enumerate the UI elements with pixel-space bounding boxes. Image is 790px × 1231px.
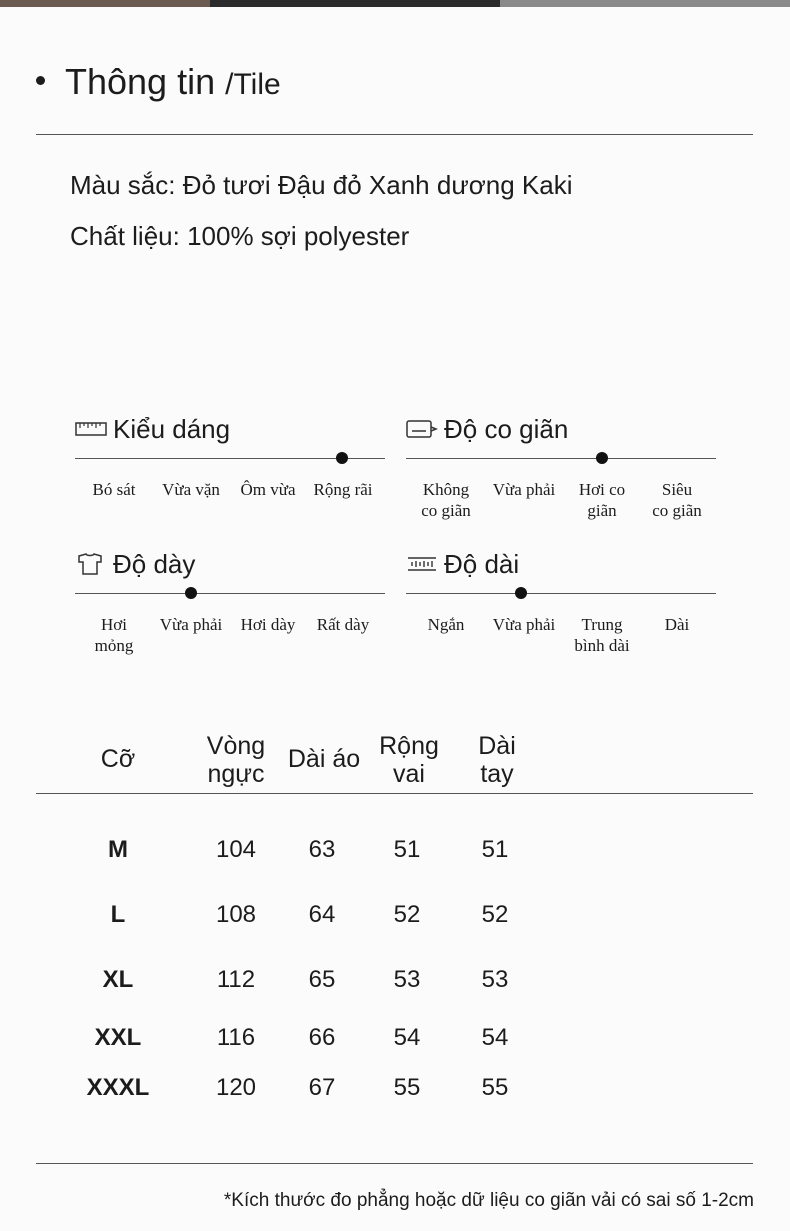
table-cell: 112 — [216, 966, 256, 993]
table-header-length: Dài áo — [287, 745, 361, 773]
footnote: *Kích thước đo phẳng hoặc dữ liệu co giãn vải có sai số 1-2cm — [223, 1190, 754, 1211]
table-cell-size: XXL — [94, 1024, 142, 1051]
table-cell: 53 — [481, 966, 509, 993]
meter-marker — [515, 587, 527, 599]
meter-marker — [336, 452, 348, 464]
table-cell: 54 — [481, 1024, 509, 1051]
meter-option: Rất dày — [316, 615, 370, 634]
table-cell: 64 — [308, 901, 336, 928]
meter-option: Ôm vừa — [240, 480, 296, 499]
table-header-size: Cỡ — [100, 745, 136, 773]
table-cell: 52 — [393, 901, 421, 928]
shirt-icon — [75, 553, 107, 575]
meter-option: Hơi mỏng — [94, 615, 134, 655]
stretch-icon — [406, 418, 438, 440]
meter-label: Độ dày — [113, 549, 196, 579]
table-cell: 52 — [481, 901, 509, 928]
table-cell: 63 — [308, 836, 336, 863]
table-cell-size: M — [108, 836, 128, 863]
table-cell: 55 — [481, 1074, 509, 1101]
section-title: Thông tin — [65, 61, 216, 102]
table-cell: 54 — [393, 1024, 421, 1051]
table-cell: 66 — [308, 1024, 336, 1051]
table-divider — [36, 793, 753, 794]
meter-label: Kiểu dáng — [113, 414, 231, 444]
meter-track — [406, 458, 716, 459]
meter-option: Rộng rãi — [313, 480, 373, 499]
meter-label: Độ co giãn — [444, 414, 569, 444]
table-cell: 51 — [393, 836, 421, 863]
material-info: Chất liệu: 100% sợi polyester — [70, 221, 410, 251]
meter-marker — [596, 452, 608, 464]
meter-track — [406, 593, 716, 594]
meter-track — [75, 593, 385, 594]
table-cell-size: L — [110, 901, 126, 928]
table-cell: 108 — [215, 901, 257, 928]
table-cell-size: XL — [102, 966, 134, 993]
table-cell: 116 — [216, 1024, 256, 1051]
meter-option: Bó sát — [92, 480, 136, 499]
meter-option: Dài — [664, 615, 690, 634]
table-cell: 65 — [308, 966, 336, 993]
meter-option: Ngắn — [427, 615, 465, 634]
meter-option: Vừa phải — [492, 480, 556, 499]
ruler-icon — [75, 418, 107, 440]
section-heading — [36, 58, 281, 109]
table-header-sleeve: Dài tay — [478, 732, 516, 788]
meter-option: Hơi co giãn — [578, 480, 626, 520]
meter-option: Trung bình dài — [574, 615, 630, 655]
bullet-icon — [36, 76, 45, 85]
table-cell: 53 — [393, 966, 421, 993]
meter-option: Hơi dày — [240, 615, 296, 634]
meter-option: Vừa phải — [492, 615, 556, 634]
length-icon — [406, 553, 438, 575]
meter-option: Không co giãn — [421, 480, 471, 520]
table-cell: 120 — [215, 1074, 257, 1101]
meter-option: Siêu co giãn — [652, 480, 702, 520]
table-cell: 55 — [393, 1074, 421, 1101]
top-image-strip — [0, 0, 790, 7]
color-info: Màu sắc: Đỏ tươi Đậu đỏ Xanh dương Kaki — [70, 170, 573, 200]
table-header-chest: Vòng ngực — [206, 732, 266, 788]
table-header-shoulder: Rộng vai — [379, 732, 439, 788]
footer-divider — [36, 1163, 753, 1164]
meter-marker — [185, 587, 197, 599]
table-cell: 51 — [481, 836, 509, 863]
table-cell: 104 — [215, 836, 257, 863]
divider — [36, 134, 753, 135]
table-cell-size: XXXL — [86, 1074, 150, 1101]
table-cell: 67 — [308, 1074, 336, 1101]
section-subtitle: /Tile — [225, 68, 281, 101]
meter-label: Độ dài — [444, 549, 520, 579]
meter-option: Vừa vặn — [162, 480, 220, 499]
meter-option: Vừa phải — [159, 615, 223, 634]
